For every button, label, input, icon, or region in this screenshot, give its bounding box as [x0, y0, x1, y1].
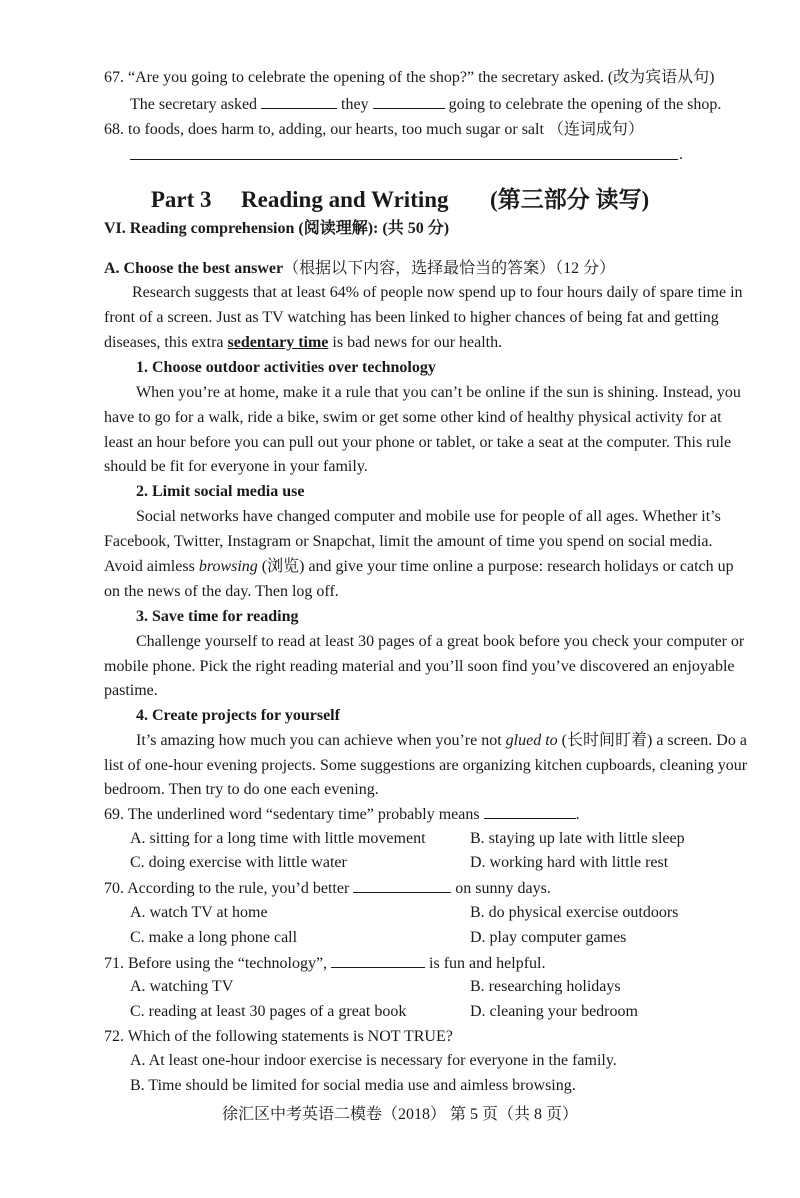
page-footer: 徐汇区中考英语二模卷（2018） 第 5 页（共 8 页）	[221, 1106, 578, 1123]
passage-line: on the news of the day. Then log off.	[104, 583, 339, 600]
q68-answer-blank[interactable]	[130, 159, 678, 160]
subsection-points: （12 分）	[555, 260, 616, 277]
option-70-a[interactable]: A. watch TV at home	[130, 904, 268, 921]
passage-line: When you’re at home, make it a rule that you can’t be online if the sun is shining. Instead, you	[136, 384, 741, 401]
subsection-instruction: （根据以下内容，选择最恰当的答案）	[283, 260, 556, 277]
answer-blank[interactable]	[331, 953, 425, 968]
passage-line: have to go for a walk, ride a bike, swim or get some other kind of healthy physical activity for at	[104, 409, 722, 426]
italic-term: browsing	[198, 558, 258, 575]
option-70-c[interactable]: C. make a long phone call	[130, 929, 298, 946]
question-69	[104, 804, 580, 825]
passage-text: It’s amazing how much you can achieve when you’re not	[136, 732, 502, 749]
option-72-a[interactable]: A. At least one-hour indoor exercise is necessary for everyone in the family.	[130, 1052, 617, 1069]
q67-part-b: they	[341, 96, 369, 113]
tip-heading-4: 4. Create projects for yourself	[136, 707, 340, 724]
tip-heading-3: 3. Save time for reading	[136, 608, 299, 625]
passage-text: Avoid aimless	[104, 558, 195, 575]
part-name: Reading and Writing	[241, 187, 449, 212]
question-end: on sunny days.	[455, 880, 551, 897]
q68-end-mark: .	[679, 146, 683, 163]
passage-line: least an hour before you can pull out your phone or tablet, or take a seat at the computer. This rule	[104, 434, 732, 451]
passage-line	[104, 557, 734, 577]
question-end: .	[575, 806, 580, 823]
passage-text: (长时间盯着) a screen. Do a	[561, 732, 747, 749]
passage-line: bedroom. Then try to do one each evening.	[104, 781, 379, 798]
passage-text: is bad news for our health.	[332, 334, 503, 351]
q67-answer-line	[130, 94, 721, 115]
q67-part-a: The secretary asked	[130, 96, 258, 113]
q67-blank-2[interactable]	[373, 94, 445, 109]
passage-line	[104, 333, 502, 353]
option-69-c[interactable]: C. doing exercise with little water	[130, 854, 347, 871]
passage-line: should be fit for everyone in your family.	[104, 458, 368, 475]
q67-blank-1[interactable]	[261, 94, 337, 109]
tip-heading-2: 2. Limit social media use	[136, 483, 305, 500]
passage-line: Research suggests that at least 64% of people now spend up to four hours daily of spare time in	[132, 284, 743, 301]
tip-heading-1: 1. Choose outdoor activities over technology	[136, 359, 436, 376]
option-71-b[interactable]: B. researching holidays	[470, 978, 621, 995]
section-heading: VI. Reading comprehension (阅读理解): (共 50 分)	[104, 220, 450, 237]
question-stem: 70. According to the rule, you’d better	[104, 880, 350, 897]
option-70-d[interactable]: D. play computer games	[470, 929, 627, 946]
option-70-b[interactable]: B. do physical exercise outdoors	[470, 904, 679, 921]
question-72: 72. Which of the following statements is NOT TRUE?	[104, 1028, 453, 1045]
subsection-title: A. Choose the best answer	[104, 260, 284, 277]
question-stem: 71. Before using the “technology”,	[104, 955, 328, 972]
underlined-term: sedentary time	[227, 334, 329, 351]
question-end: is fun and helpful.	[429, 955, 546, 972]
answer-blank[interactable]	[353, 878, 451, 893]
option-72-b[interactable]: B. Time should be limited for social media use and aimless browsing.	[130, 1077, 576, 1094]
passage-line: pastime.	[104, 682, 158, 699]
option-71-c[interactable]: C. reading at least 30 pages of a great book	[130, 1003, 407, 1020]
passage-line: Challenge yourself to read at least 30 pages of a great book before you check your computer or	[136, 633, 745, 650]
option-71-d[interactable]: D. cleaning your bedroom	[470, 1003, 638, 1020]
question-stem: 69. The underlined word “sedentary time” probably means	[104, 806, 480, 823]
answer-blank[interactable]	[484, 804, 576, 819]
question-71	[104, 953, 545, 974]
part-title	[0, 181, 800, 214]
q67-prompt: 67. “Are you going to celebrate the opening of the shop?” the secretary asked. (改为宾语从句)	[104, 69, 715, 86]
passage-line: front of a screen. Just as TV watching has been linked to higher chances of being fat and getting	[104, 309, 719, 326]
passage-line	[136, 731, 747, 751]
option-69-b[interactable]: B. staying up late with little sleep	[470, 830, 685, 847]
passage-line: list of one-hour evening projects. Some suggestions are organizing kitchen cupboards, cleaning your	[104, 757, 748, 774]
passage-text: diseases, this extra	[104, 334, 224, 351]
option-69-d[interactable]: D. working hard with little rest	[470, 854, 669, 871]
option-71-a[interactable]: A. watching TV	[130, 978, 234, 995]
part-name-cn: (第三部分 读写)	[490, 187, 650, 212]
q68-prompt: 68. to foods, does harm to, adding, our hearts, too much sugar or salt （连词成句）	[104, 121, 644, 138]
passage-line: mobile phone. Pick the right reading material and you’ll soon find you’ve discovered an enjoyable	[104, 658, 735, 675]
q67-part-c: going to celebrate the opening of the shop.	[448, 96, 722, 113]
part-number: Part 3	[150, 187, 212, 212]
passage-line: Facebook, Twitter, Instagram or Snapchat, limit the amount of time you spend on social media.	[104, 533, 713, 550]
passage-line: Social networks have changed computer and mobile use for people of all ages. Whether it’s	[136, 508, 721, 525]
question-70	[104, 878, 551, 899]
option-69-a[interactable]: A. sitting for a long time with little movement	[130, 830, 426, 847]
subsection-heading	[104, 259, 615, 279]
italic-term: glued to	[505, 732, 558, 749]
passage-text: (浏览) and give your time online a purpose: research holidays or catch up	[261, 558, 734, 575]
